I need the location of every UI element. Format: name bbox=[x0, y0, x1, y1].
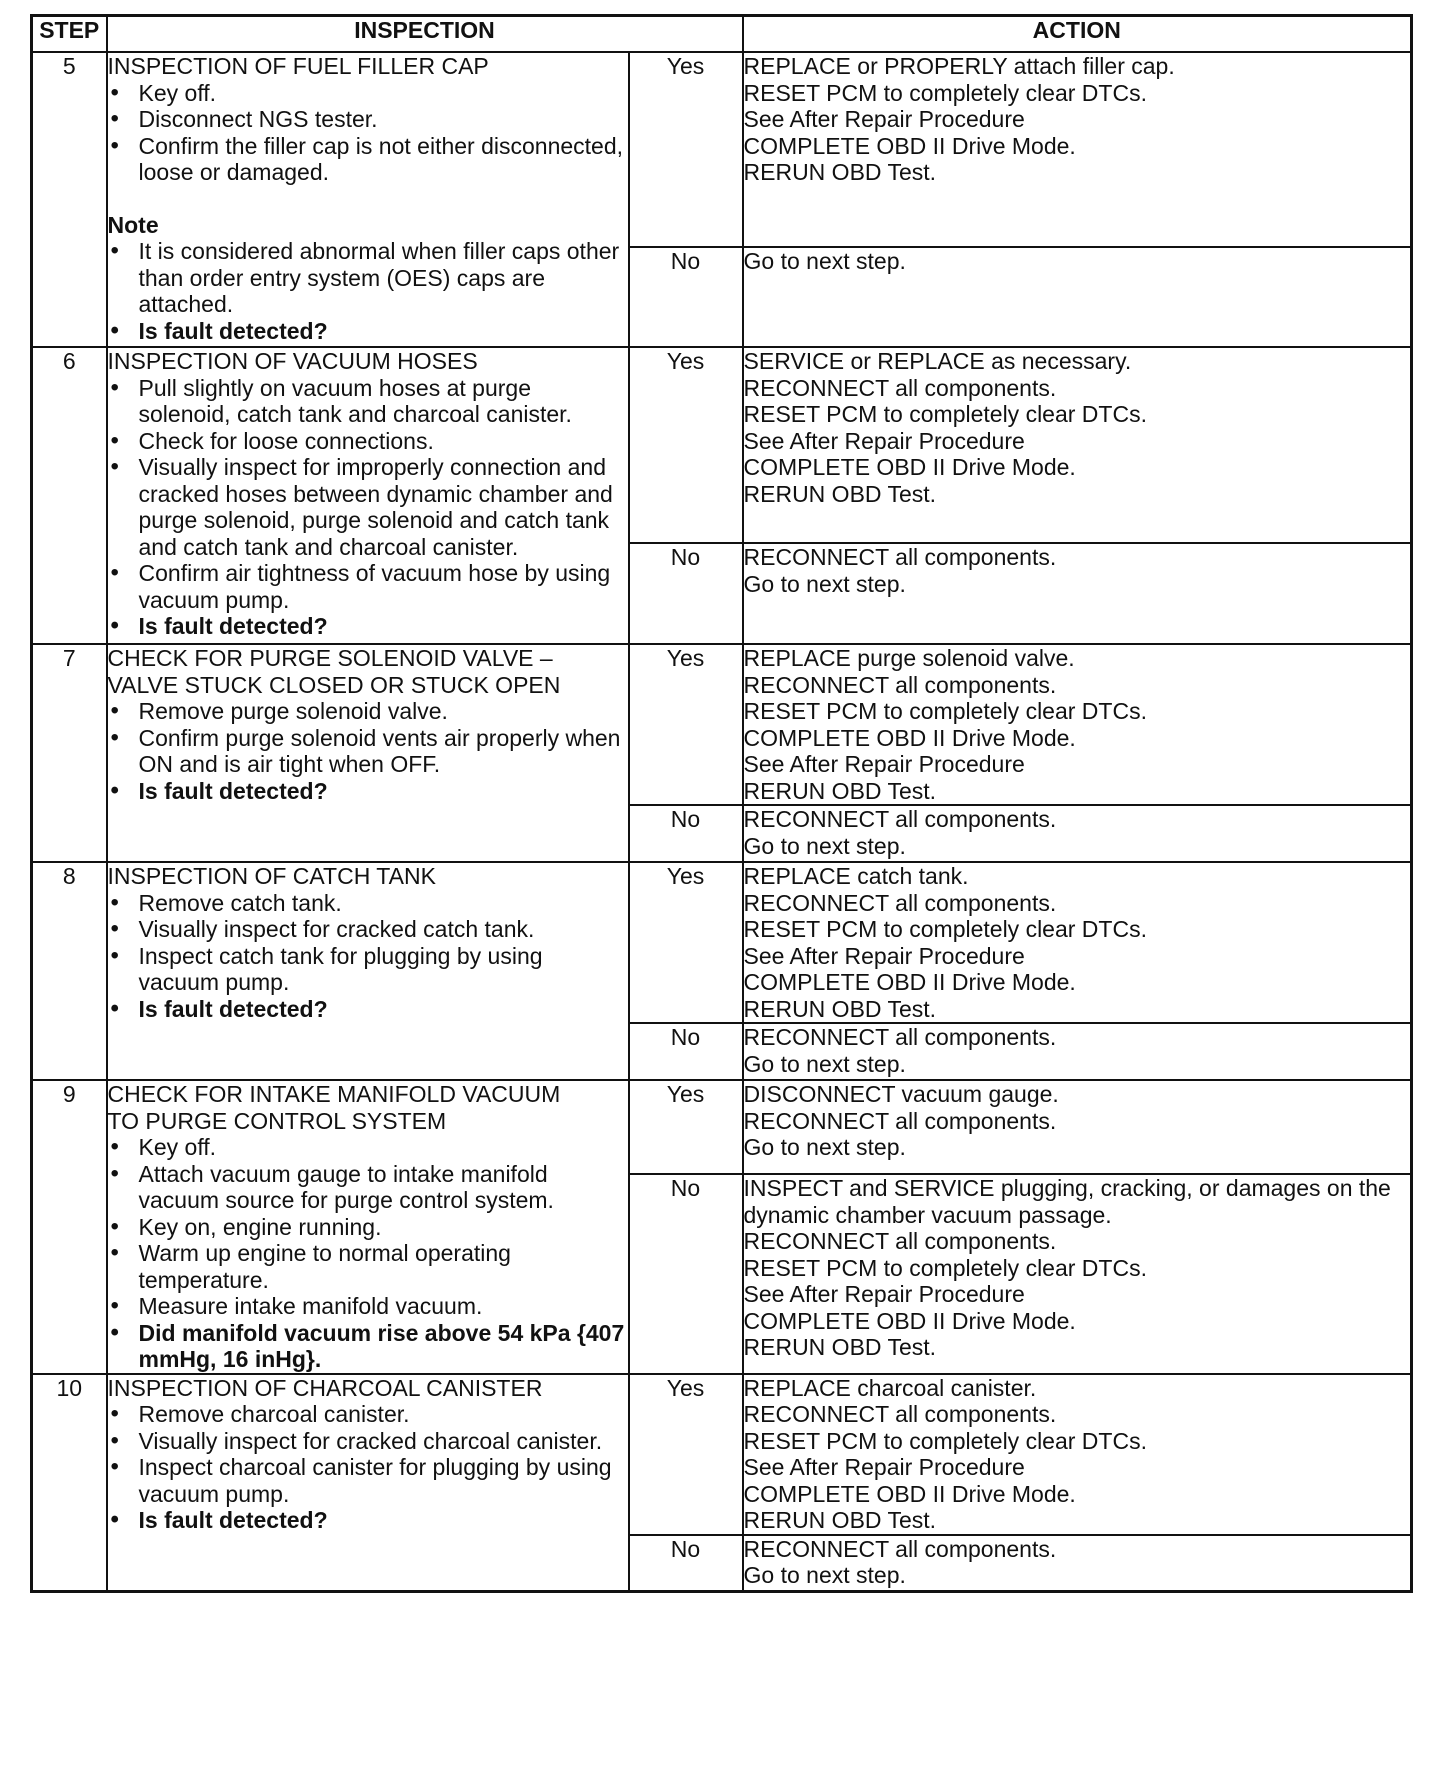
yes-label: Yes bbox=[629, 52, 743, 247]
fault-question: • Is fault detected? bbox=[108, 613, 628, 640]
action-line: Go to next step. bbox=[743, 570, 906, 597]
step-row-9-yes bbox=[32, 1080, 1412, 1174]
action-line: INSPECT and SERVICE plugging, cracking, or damages on the dynamic chamber vacuum passage. bbox=[743, 1175, 1391, 1228]
inspection-title: INSPECTION OF VACUUM HOSES bbox=[107, 348, 478, 374]
action-line: RERUN OBD Test. bbox=[743, 480, 937, 507]
no-label: No bbox=[629, 1023, 743, 1080]
action-line: Go to next step. bbox=[743, 1562, 906, 1588]
action-line: RECONNECT all components. bbox=[743, 1024, 1057, 1050]
no-action-cell bbox=[743, 1174, 1412, 1373]
yes-action-cell bbox=[743, 52, 1412, 247]
question-list bbox=[108, 778, 628, 805]
inspection-bullet-list bbox=[108, 375, 628, 614]
action-line: COMPLETE OBD II Drive Mode. bbox=[743, 1480, 1076, 1507]
note-bullet: • It is considered abnormal when filler caps other than order entry system (OES) caps are attached. bbox=[108, 238, 628, 318]
diagnostic-table bbox=[30, 14, 1413, 1593]
action-line: RESET PCM to completely clear DTCs. bbox=[743, 1254, 1147, 1281]
step-row-5-yes bbox=[32, 52, 1412, 247]
fault-question: • Did manifold vacuum rise above 54 kPa {407 mmHg, 16 inHg}. bbox=[108, 1320, 628, 1373]
action-line: Go to next step. bbox=[743, 1134, 906, 1160]
action-line: REPLACE purge solenoid valve. bbox=[743, 645, 1075, 671]
action-line: RESET PCM to completely clear DTCs. bbox=[743, 79, 1147, 106]
header-action: ACTION bbox=[743, 16, 1412, 53]
action-line: See After Repair Procedure bbox=[743, 1281, 1025, 1308]
no-label: No bbox=[629, 805, 743, 862]
yes-action-cell bbox=[743, 347, 1412, 543]
no-label: No bbox=[629, 1535, 743, 1592]
action-line: RESET PCM to completely clear DTCs. bbox=[743, 698, 1147, 724]
question-list bbox=[108, 996, 628, 1023]
no-label: No bbox=[629, 543, 743, 644]
yes-label: Yes bbox=[629, 644, 743, 805]
no-action-cell bbox=[743, 543, 1412, 644]
inspection-bullet-list bbox=[108, 1134, 628, 1320]
inspection-title: CHECK FOR INTAKE MANIFOLD VACUUM bbox=[107, 1081, 561, 1107]
inspection-title: CHECK FOR PURGE SOLENOID VALVE – bbox=[107, 645, 553, 671]
action-line: See After Repair Procedure bbox=[743, 106, 1025, 132]
step-row-10-yes bbox=[32, 1374, 1412, 1535]
no-action-cell bbox=[743, 247, 1412, 347]
inspection-cell bbox=[107, 644, 629, 862]
inspection-bullet: • Remove catch tank. bbox=[108, 890, 628, 917]
inspection-bullet: • Inspect charcoal canister for plugging by using vacuum pump. bbox=[108, 1454, 628, 1507]
no-action-cell bbox=[743, 1023, 1412, 1080]
inspection-cell bbox=[107, 347, 629, 644]
yes-action-cell bbox=[743, 1374, 1412, 1535]
yes-action-cell bbox=[743, 644, 1412, 805]
step-row-8-yes bbox=[32, 862, 1412, 1023]
inspection-bullet: • Warm up engine to normal operating temperature. bbox=[108, 1240, 628, 1293]
inspection-title: INSPECTION OF CATCH TANK bbox=[107, 863, 436, 889]
yes-action-cell bbox=[743, 1080, 1412, 1174]
fault-question: • Is fault detected? bbox=[108, 318, 628, 345]
table-header-row bbox=[32, 16, 1412, 53]
inspection-bullet-list bbox=[108, 1401, 628, 1507]
question-list bbox=[108, 613, 628, 640]
inspection-bullet: • Confirm the filler cap is not either disconnected, loose or damaged. bbox=[108, 133, 628, 186]
inspection-title: INSPECTION OF FUEL FILLER CAP bbox=[107, 53, 489, 79]
action-line: RESET PCM to completely clear DTCs. bbox=[743, 401, 1147, 427]
inspection-bullet: • Visually inspect for cracked catch tank. bbox=[108, 916, 628, 943]
inspection-title: TO PURGE CONTROL SYSTEM bbox=[107, 1107, 447, 1134]
inspection-bullet: • Key off. bbox=[108, 1134, 628, 1161]
action-line: RERUN OBD Test. bbox=[743, 159, 937, 185]
step-row-7-yes bbox=[32, 644, 1412, 805]
fault-question: • Is fault detected? bbox=[108, 996, 628, 1023]
inspection-bullet: • Confirm purge solenoid vents air properly when ON and is air tight when OFF. bbox=[108, 725, 628, 778]
inspection-bullet: • Key on, engine running. bbox=[108, 1214, 628, 1241]
note-bullet-list bbox=[108, 238, 628, 318]
inspection-bullet: • Visually inspect for improperly connection and cracked hoses between dynamic chamber and purge solenoid, purge solenoid and catch tank and catch tank and charcoal canister. bbox=[108, 454, 628, 560]
no-label: No bbox=[629, 247, 743, 347]
inspection-bullet: • Inspect catch tank for plugging by using vacuum pump. bbox=[108, 943, 628, 996]
action-line: Go to next step. bbox=[743, 1050, 906, 1077]
yes-label: Yes bbox=[629, 347, 743, 543]
action-line: REPLACE catch tank. bbox=[743, 863, 969, 889]
step-number: 5 bbox=[32, 52, 107, 347]
action-line: See After Repair Procedure bbox=[743, 942, 1025, 969]
action-line: RERUN OBD Test. bbox=[743, 1507, 937, 1533]
inspection-bullet: • Visually inspect for cracked charcoal canister. bbox=[108, 1428, 628, 1455]
header-step: STEP bbox=[32, 16, 107, 53]
yes-label: Yes bbox=[629, 862, 743, 1023]
inspection-bullet-list bbox=[108, 890, 628, 996]
inspection-bullet-list bbox=[108, 698, 628, 778]
inspection-bullet: • Disconnect NGS tester. bbox=[108, 106, 628, 133]
inspection-bullet: • Measure intake manifold vacuum. bbox=[108, 1293, 628, 1320]
diagnostic-procedure-page bbox=[30, 14, 1410, 1593]
inspection-bullet: • Key off. bbox=[108, 80, 628, 107]
action-line: See After Repair Procedure bbox=[743, 751, 1025, 777]
action-line: See After Repair Procedure bbox=[743, 1454, 1025, 1480]
action-line: RECONNECT all components. bbox=[743, 1401, 1057, 1427]
action-line: RERUN OBD Test. bbox=[743, 1334, 937, 1361]
inspection-cell bbox=[107, 862, 629, 1080]
step-row-6-yes bbox=[32, 347, 1412, 543]
action-line: RECONNECT all components. bbox=[743, 671, 1057, 698]
inspection-bullet: • Check for loose connections. bbox=[108, 428, 628, 455]
action-line: Go to next step. bbox=[743, 832, 906, 859]
no-action-cell bbox=[743, 805, 1412, 862]
inspection-title: INSPECTION OF CHARCOAL CANISTER bbox=[107, 1374, 543, 1401]
step-number: 6 bbox=[32, 347, 107, 644]
action-line: RECONNECT all components. bbox=[743, 889, 1057, 916]
note-label: Note bbox=[107, 211, 159, 238]
action-line: COMPLETE OBD II Drive Mode. bbox=[743, 454, 1076, 480]
inspection-title: VALVE STUCK CLOSED OR STUCK OPEN bbox=[107, 671, 561, 698]
inspection-bullet-list bbox=[108, 80, 628, 186]
inspection-cell bbox=[107, 1374, 629, 1592]
action-line: REPLACE charcoal canister. bbox=[743, 1374, 1037, 1401]
action-line: RERUN OBD Test. bbox=[743, 777, 937, 804]
fault-question: • Is fault detected? bbox=[108, 778, 628, 805]
inspection-cell bbox=[107, 1080, 629, 1374]
inspection-bullet: • Confirm air tightness of vacuum hose by using vacuum pump. bbox=[108, 560, 628, 613]
no-action-cell bbox=[743, 1535, 1412, 1592]
action-line: COMPLETE OBD II Drive Mode. bbox=[743, 724, 1076, 751]
inspection-bullet: • Attach vacuum gauge to intake manifold vacuum source for purge control system. bbox=[108, 1161, 628, 1214]
question-list bbox=[108, 1507, 628, 1534]
action-line: RECONNECT all components. bbox=[743, 544, 1057, 570]
action-line: RESET PCM to completely clear DTCs. bbox=[743, 916, 1147, 942]
inspection-bullet: • Remove purge solenoid valve. bbox=[108, 698, 628, 725]
action-line: See After Repair Procedure bbox=[743, 427, 1025, 454]
action-line: RECONNECT all components. bbox=[743, 806, 1057, 832]
action-line: REPLACE or PROPERLY attach filler cap. bbox=[743, 53, 1175, 79]
step-number: 8 bbox=[32, 862, 107, 1080]
header-inspection: INSPECTION bbox=[107, 16, 743, 53]
table-body bbox=[32, 52, 1412, 1592]
yes-action-cell bbox=[743, 862, 1412, 1023]
action-line: Go to next step. bbox=[743, 248, 906, 274]
no-label: No bbox=[629, 1174, 743, 1373]
action-line: RESET PCM to completely clear DTCs. bbox=[743, 1427, 1147, 1454]
action-line: RECONNECT all components. bbox=[743, 374, 1057, 401]
step-number: 10 bbox=[32, 1374, 107, 1592]
yes-label: Yes bbox=[629, 1374, 743, 1535]
yes-label: Yes bbox=[629, 1080, 743, 1174]
step-number: 7 bbox=[32, 644, 107, 862]
fault-question: • Is fault detected? bbox=[108, 1507, 628, 1534]
step-number: 9 bbox=[32, 1080, 107, 1374]
question-list bbox=[108, 1320, 628, 1373]
inspection-bullet: • Pull slightly on vacuum hoses at purge solenoid, catch tank and charcoal canister. bbox=[108, 375, 628, 428]
action-line: RECONNECT all components. bbox=[743, 1535, 1057, 1562]
action-line: RERUN OBD Test. bbox=[743, 995, 937, 1022]
action-line: COMPLETE OBD II Drive Mode. bbox=[743, 969, 1076, 995]
action-line: COMPLETE OBD II Drive Mode. bbox=[743, 132, 1076, 159]
inspection-cell bbox=[107, 52, 629, 347]
action-line: RECONNECT all components. bbox=[743, 1107, 1057, 1134]
action-line: RECONNECT all components. bbox=[743, 1228, 1057, 1255]
action-line: COMPLETE OBD II Drive Mode. bbox=[743, 1307, 1076, 1334]
action-line: DISCONNECT vacuum gauge. bbox=[743, 1081, 1059, 1107]
action-line: SERVICE or REPLACE as necessary. bbox=[743, 348, 1132, 374]
question-list bbox=[108, 318, 628, 345]
inspection-bullet: • Remove charcoal canister. bbox=[108, 1401, 628, 1428]
